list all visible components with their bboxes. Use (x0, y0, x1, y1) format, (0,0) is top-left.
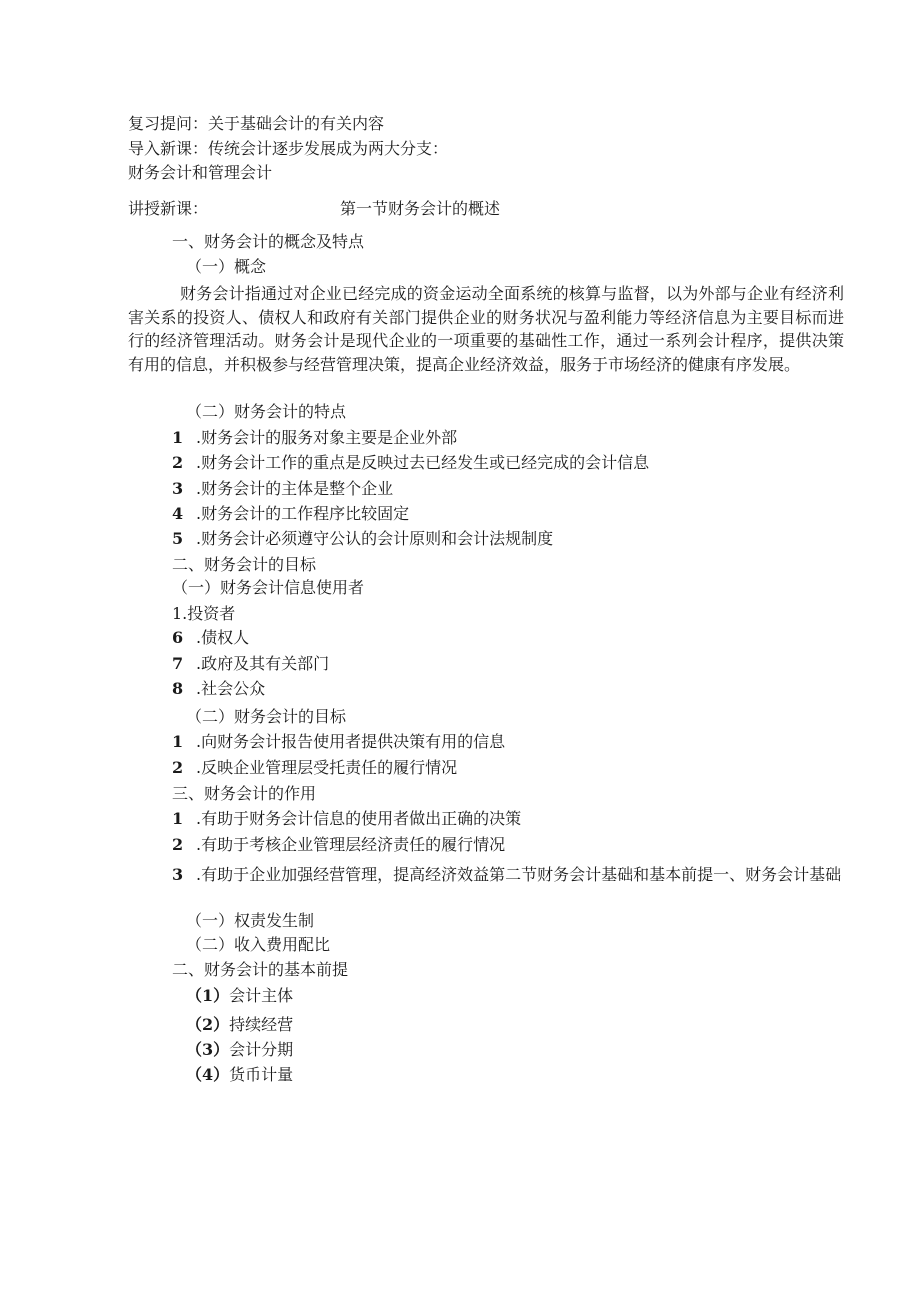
feature-item (172, 504, 409, 524)
basis-item-accrual: （一）权责发生制 (186, 911, 315, 930)
user-text: .债权人 (196, 628, 250, 647)
s1-sub-concept: （一）概念 (186, 257, 267, 276)
premise-text: 货币计量 (229, 1065, 294, 1084)
review-line: 复习提问：关于基础会计的有关内容 (128, 114, 385, 133)
feature-item (172, 428, 457, 448)
feature-text: .财务会计的主体是整个企业 (196, 479, 394, 498)
user-text: .社会公众 (196, 679, 266, 698)
feature-text: .财务会计的服务对象主要是企业外部 (196, 428, 458, 447)
intro-line: 导入新课：传统会计逐步发展成为两大分支： (128, 139, 449, 158)
basis-item-matching: （二）收入费用配比 (186, 935, 331, 954)
feature-text: .财务会计的工作程序比较固定 (196, 504, 410, 523)
role-text: .有助于财务会计信息的使用者做出正确的决策 (196, 809, 522, 828)
s2-heading: 二、财务会计的目标 (172, 555, 317, 574)
premise-text: 会计分期 (229, 1040, 294, 1059)
goal-number: 1 (172, 732, 184, 751)
s3-heading: 三、财务会计的作用 (172, 784, 317, 803)
concept-paragraph: 财务会计指通过对企业已经完成的资金运动全面系统的核算与监督，以为外部与企业有经济利害关系的投资人、债权人和政府有关部门提供企业的财务状况与盈利能力等经济信息为主要目标而进行的经济管理活动。财务会计是现代企业的一项重要的基础性工作，通过一系列会计程序，提供决策有用的信息，并积极参与经营管理决策，提高企业经济效益，服务于市场经济的健康有序发展。 (128, 284, 844, 374)
premise-text: 持续经营 (229, 1015, 294, 1034)
s1-heading: 一、财务会计的概念及特点 (172, 232, 365, 251)
premise-item (186, 986, 293, 1006)
goal-item (172, 732, 505, 752)
user-item (172, 628, 249, 648)
feature-number: 5 (172, 529, 184, 548)
goal-number: 2 (172, 758, 184, 777)
role-item (172, 809, 521, 829)
goal-text: .反映企业管理层受托责任的履行情况 (196, 758, 458, 777)
user-number: 7 (172, 654, 184, 673)
user-text: .政府及其有关部门 (196, 654, 330, 673)
role-number: 3 (172, 865, 184, 884)
premise-number: （2） (186, 1015, 230, 1034)
feature-number: 1 (172, 428, 184, 447)
role-number: 1 (172, 809, 184, 828)
goal-text: .向财务会计报告使用者提供决策有用的信息 (196, 732, 506, 751)
feature-item (172, 529, 553, 549)
premise-item (186, 1065, 293, 1085)
premise-item (186, 1015, 293, 1035)
role-item-wrapped (172, 862, 844, 887)
feature-number: 4 (172, 504, 184, 523)
role-text: .有助于企业加强经营管理，提高经济效益第二节财务会计基础和基本前提一、财务会计基础 (196, 865, 842, 884)
s1-sub-features: （二）财务会计的特点 (186, 402, 347, 421)
feature-item (172, 453, 649, 473)
s2-sub-goals: （二）财务会计的目标 (186, 707, 347, 726)
role-item (172, 835, 505, 855)
premise-item (186, 1040, 293, 1060)
user-item-first: 1.投资者 (172, 604, 236, 623)
premise-number: （3） (186, 1040, 230, 1059)
s2-sub-users: （一）财务会计信息使用者 (172, 578, 365, 597)
feature-text: .财务会计必须遵守公认的会计原则和会计法规制度 (196, 529, 554, 548)
user-number: 8 (172, 679, 184, 698)
intro-continuation: 财务会计和管理会计 (128, 163, 273, 182)
premise-number: （4） (186, 1065, 230, 1084)
premise-text: 会计主体 (229, 986, 294, 1005)
feature-number: 2 (172, 453, 184, 472)
feature-number: 3 (172, 479, 184, 498)
user-number: 6 (172, 628, 184, 647)
feature-text: .财务会计工作的重点是反映过去已经发生或已经完成的会计信息 (196, 453, 650, 472)
user-item (172, 679, 265, 699)
premise-heading: 二、财务会计的基本前提 (172, 960, 349, 979)
goal-item (172, 758, 457, 778)
premise-number: （1） (186, 986, 230, 1005)
role-text: .有助于考核企业管理层经济责任的履行情况 (196, 835, 506, 854)
role-number: 2 (172, 835, 184, 854)
section-title: 第一节财务会计的概述 (340, 199, 501, 218)
lecture-label: 讲授新课： (128, 199, 209, 218)
feature-item (172, 479, 393, 499)
user-item (172, 654, 329, 674)
